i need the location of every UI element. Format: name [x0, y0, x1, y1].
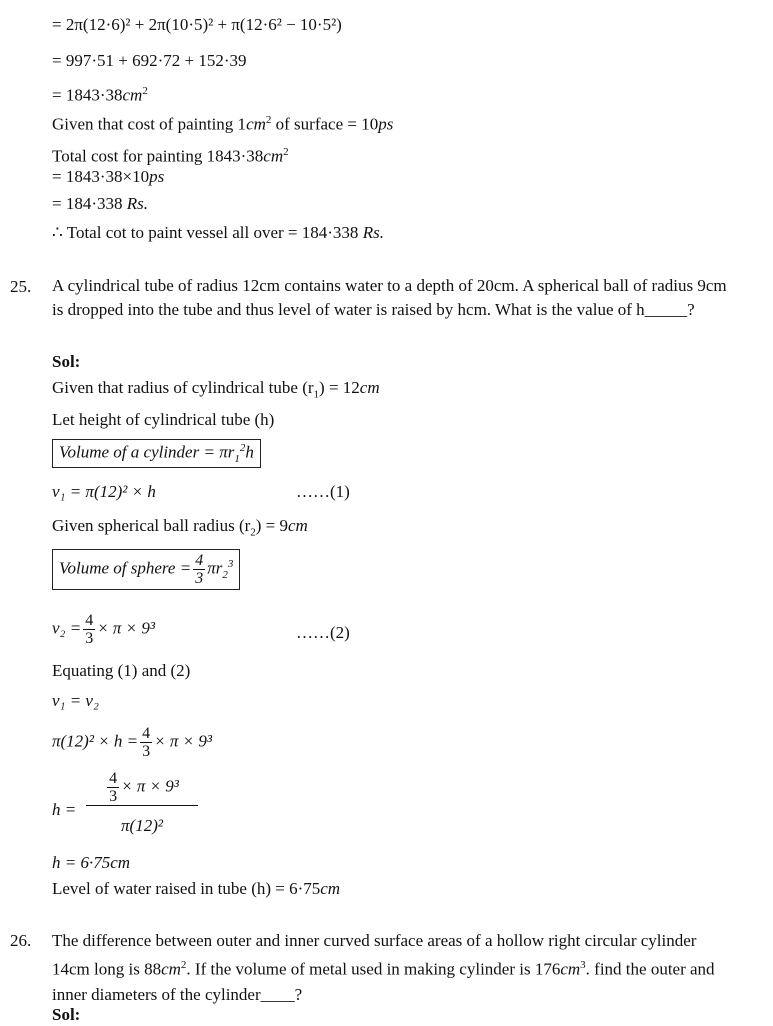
- fraction-four-thirds: $\frac{4}{3}$: [195, 552, 204, 587]
- cost-calc-line-2: = 184·338 Rs.: [52, 194, 148, 213]
- fraction-four-thirds: $\frac{4}{3}$: [109, 770, 118, 805]
- given-sphere-radius: Given spherical ball radius $(r_2) = 9cm$: [52, 516, 308, 539]
- equation-v1-equals-v2: v₁ = v₂: [52, 691, 99, 710]
- question-25-sol-label: Sol:: [52, 352, 81, 371]
- given-cost-line: Given that cost of painting $1cm^2$ of surface = 10ps: [52, 114, 394, 134]
- equation-tag-2: ……(2): [296, 623, 350, 642]
- question-26-text: The difference between outer and inner curved surface areas of a hollow right circular cylinder 14cm long is $88cm^2$. If the volume of metal used in making cylinder is $176cm^3$. find the outer and inner diameters of the cylinder____?: [52, 931, 715, 1004]
- total-cost-conclusion: ∴ Total cot to paint vessel all over = 184·338 Rs.: [52, 223, 384, 242]
- equation-v1: v₁ = π(12)² × h: [52, 482, 156, 501]
- question-26-number: 26.: [10, 931, 32, 950]
- question-25-text: A cylindrical tube of radius 12cm contains water to a depth of 20cm. A spherical ball of radius 9cm is dropped into the tube and thus level of water is raised by hcm. What is the value of h_____?: [52, 276, 727, 319]
- sphere-volume-formula-box: Volume of sphere = $\frac{4}{3}$ $\pi r_2^3$: [52, 549, 240, 590]
- let-height-line: Let height of cylindrical tube (h): [52, 410, 275, 429]
- fraction-four-thirds: $\frac{4}{3}$: [85, 612, 94, 647]
- cylinder-volume-formula-box: Volume of a cylinder = $\pi r_1^2h$: [52, 439, 261, 468]
- answer-line-q25: Level of water raised in tube (h) = 6·75cm: [52, 879, 341, 898]
- equating-line: Equating (1) and (2): [52, 661, 191, 680]
- question-25-number: 25.: [10, 277, 32, 296]
- equation-h-result: h = 6·75cm: [52, 853, 131, 872]
- fraction-four-thirds: $\frac{4}{3}$: [142, 725, 151, 760]
- equation-tag-1: ……(1): [296, 482, 350, 501]
- equation-line-3: = $1843\cdot 38cm^2$: [52, 85, 148, 105]
- equation-v2: v₂ = $\frac{4}{3}$ × π × 9³: [52, 612, 155, 647]
- equation-equate: π(12)² × h = $\frac{4}{3}$ × π × 9³: [52, 725, 212, 760]
- total-cost-line: Total cost for painting $1843\cdot 38cm^2$: [52, 146, 289, 166]
- question-26-sol-label: Sol:: [52, 1005, 81, 1024]
- equation-line-1: = 2π(12·6)² + 2π(10·5)² + π(12·6² − 10·5²): [52, 15, 342, 34]
- equation-line-2: = 997·51 + 692·72 + 152·39: [52, 51, 247, 70]
- cost-calc-line-1: = 1843·38×10ps: [52, 167, 165, 186]
- given-radius-tube: Given that radius of cylindrical tube $(r_1) = 12cm$: [52, 378, 380, 401]
